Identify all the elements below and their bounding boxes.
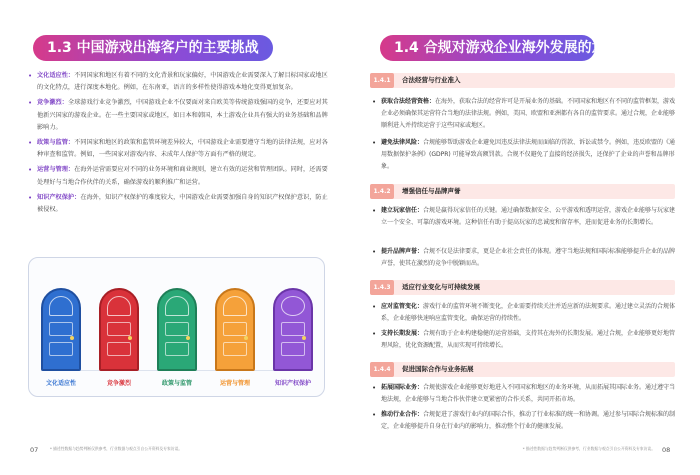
bullet-term: 政策与监管： (37, 139, 75, 147)
list-item (372, 96, 677, 133)
bullet-term: 拓展国际业务： (381, 384, 424, 391)
door-label: 知识产权保护 (274, 380, 311, 387)
bullet-icon: • (28, 193, 33, 202)
door-label: 运营与管理 (219, 380, 250, 387)
door-label: 竞争激烈 (106, 380, 131, 387)
page-number: 08 (662, 446, 671, 454)
bullet-term: 应对监管变化： (381, 303, 424, 310)
bullet-icon: • (372, 303, 377, 311)
subsection-number: 1.4.3 (370, 280, 394, 295)
bullet-text: 不同国家和地区有着不同的文化背景和玩家偏好，中国游戏企业需要深入了解目标国家或地区的文化特点，进行深度本地化。例如，在东南亚，语言的多样性使得游戏本地化变得更加复杂。 (37, 72, 328, 92)
blue-door-icon (41, 288, 81, 371)
subsection-number: 1.4.2 (370, 184, 394, 199)
orange-door-icon (215, 288, 255, 371)
doors-illustration (28, 257, 325, 397)
list-item (372, 301, 677, 325)
list-item (372, 328, 677, 352)
bullet-term: 获取合法经营资格： (381, 98, 436, 105)
green-door-icon (157, 288, 197, 371)
subsection-label: 合法经营与行业准入 (402, 76, 461, 84)
bullet-text: 不同国家和地区的政策和监管环境差异较大，中国游戏企业需要遵守当地的法律法规，应对各种审查和监管。例如，一些国家对游戏内容、未成年人保护等方面有严格的规定。 (37, 139, 328, 159)
bullet-icon: • (372, 207, 377, 215)
bullet-term: 推动行业合作： (381, 411, 424, 418)
bullet-term: 文化适应性： (37, 72, 75, 79)
bullet-text: 在海外，获取合法的经营许可是开展业务的基础。不同国家和地区有不同的监管框架，游戏企业必须确保其运营符合当地的法律法规。例如，美国、欧盟和亚洲都有各自的监管要求。通过合规，企业能够顺利进入并持续运营于这些国家或地区。 (381, 98, 676, 130)
subsection-header (370, 362, 675, 377)
bullet-text: 合规能够帮助游戏企业避免因违反法律法规而面临的罚款、诉讼或禁令。例如，违反欧盟的《通用数据保护条例》(GDPR) 可能导致高额罚款。合规不仅避免了直接的经济损失，还保护了企业的声誉和品牌形象。 (381, 139, 676, 171)
subsection-label: 增强信任与品牌声誉 (402, 187, 461, 195)
bullet-term: 竞争激烈： (37, 99, 68, 107)
bullet-text: 合规有助于企业构建稳健的运营基础，支持其在海外的长期发展。通过合规，企业能够更好地管理风险，优化资源配置，从而实现可持续增长。 (381, 330, 676, 350)
list-item (28, 164, 328, 188)
bullet-icon: • (28, 139, 33, 148)
bullet-icon: • (372, 411, 377, 419)
purple-door-icon (273, 288, 313, 371)
bullet-term: 建立玩家信任： (381, 207, 424, 214)
bullet-text: 游戏行业的监管环境不断变化，企业需要持续关注并适应新的法规要求。通过建立灵活的合规体系，企业能够快速响应监管变化，确保运营的持续性。 (381, 303, 676, 323)
bullet-icon: • (372, 139, 377, 147)
footnote: * 描述性数据与趋势判断仅供参考，行业数据与观点引自公开资料及专家访谈。 (50, 446, 183, 451)
door-label: 文化适应性 (45, 380, 76, 387)
subsection-number: 1.4.4 (370, 362, 394, 377)
bullet-term: 支持长期发展： (381, 330, 424, 337)
bullet-text: 合规是赢得玩家信任的关键。通过确保数据安全、公平游戏和透明运营，游戏企业能够与玩家建立一个安全、可靠的游戏环境。这种信任有助于提高玩家的忠诚度和留存率，进而促进业务的长期增长。 (381, 207, 676, 227)
bullet-term: 知识产权保护： (37, 193, 81, 201)
bullet-icon: • (372, 384, 377, 392)
bullet-term: 提升品牌声誉： (381, 248, 424, 255)
bullet-text: 合规不仅是法律要求，更是企业社会责任的体现。遵守当地法规和国际标准能够提升企业的品牌声誉，使其在激烈的竞争中脱颖而出。 (381, 248, 676, 268)
bullet-term: 运营与管理： (37, 166, 75, 174)
subsection-label: 适应行业变化与可持续发展 (402, 283, 480, 291)
challenges-list (28, 70, 328, 219)
bullet-text: 全球游戏行业竞争激烈，中国游戏企业不仅要面对来自欧美等传统游戏强国的竞争，还要应对其他新兴国家的游戏企业。在一些主要国家或地区，如日本和韩国，本土游戏企业具有强大的业务基础和品牌影响力。 (37, 99, 328, 131)
bullet-text: 在海外，知识产权保护的难度较大，中国游戏企业需要加强自身的知识产权保护意识，防止被侵权。 (37, 193, 328, 214)
red-door-icon (99, 288, 139, 371)
bullet-text: 在海外运营需要应对不同的业务环境和商业规则，建立有效的运营和管理团队。同时，还需要处理好与当地合作伙伴的关系，确保游戏的顺利推广和运营。 (37, 166, 328, 186)
list-item (372, 205, 677, 229)
bullet-term: 避免法律风险： (381, 139, 424, 146)
list-item (372, 382, 677, 406)
bullet-icon: • (372, 98, 377, 106)
bullet-icon: • (372, 330, 377, 338)
bullet-text: 合规使游戏企业能够更好地进入不同国家和地区的业务环境，从而拓展其国际业务。通过遵守当地法规，企业能够与当地合作伙伴建立更紧密的合作关系，共同开拓市场。 (381, 384, 676, 404)
section-title-1-3: 1.3 中国游戏出海客户的主要挑战 (33, 35, 273, 61)
list-item (28, 97, 328, 134)
bullet-icon: • (372, 248, 377, 256)
bullet-icon: • (28, 166, 33, 175)
page-number: 07 (30, 446, 39, 454)
bullet-icon: • (28, 72, 33, 80)
list-item (372, 409, 677, 433)
bullet-text: 合规促进了游戏行业内的国际合作，推动了行业标准的统一和协调。通过参与国际合规标准的制定，企业能够提升自身在行业内的影响力，推动整个行业的健康发展。 (381, 411, 676, 431)
list-item (28, 70, 328, 94)
subsection-header (370, 280, 675, 295)
list-item (372, 137, 677, 174)
subsection-number: 1.4.1 (370, 73, 394, 88)
subsection-header (370, 73, 675, 88)
section-title-1-4: 1.4 合规对游戏企业海外发展的意义 (380, 35, 595, 61)
bullet-icon: • (28, 99, 33, 108)
footnote: * 描述性数据与趋势判断仅供参考，行业数据与观点引自公开资料及专家访谈。 (522, 446, 655, 451)
list-item (372, 246, 677, 270)
list-item (28, 192, 328, 216)
subsection-header (370, 184, 675, 199)
door-label: 政策与监管 (161, 380, 192, 387)
list-item (28, 137, 328, 161)
subsection-label: 促进国际合作与业务拓展 (402, 365, 474, 373)
